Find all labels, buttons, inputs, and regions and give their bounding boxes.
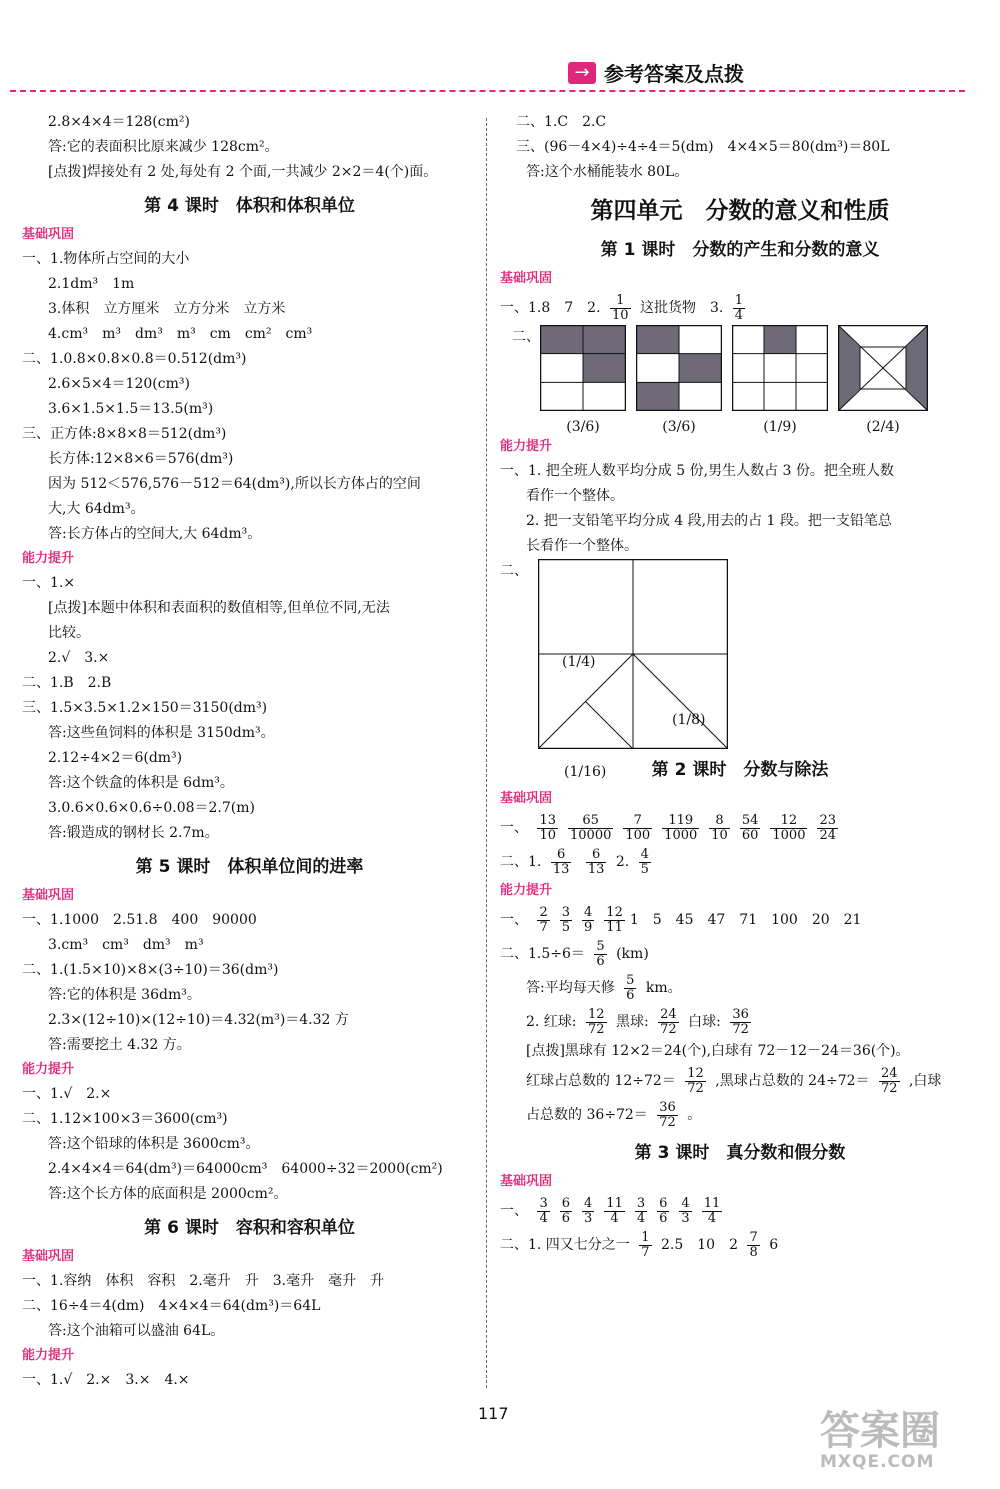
fraction-label: (1/9): [763, 419, 797, 435]
denominator: 10: [611, 307, 629, 323]
fraction: [740, 814, 761, 843]
fraction-label: (3/6): [662, 419, 696, 435]
fraction-line: [500, 1098, 980, 1132]
header-divider: [10, 90, 965, 92]
fraction-label: (3/6): [566, 419, 600, 435]
fraction-line: [500, 1228, 980, 1262]
label-text: 3/6: [667, 419, 691, 435]
denominator: 10: [711, 827, 728, 843]
text-line: 2. 把一支铅笔平均分成 4 段,用去的占 1 段。把一支铅笔总: [526, 513, 892, 529]
numerator: 7: [749, 1229, 758, 1245]
numerator: 11: [606, 1195, 623, 1211]
denominator: 4: [539, 1210, 548, 1226]
text-line: 2.8×4×4＝128(cm²): [48, 114, 190, 130]
text-span: 。: [687, 1107, 702, 1123]
text-line: 答:这个油箱可以盛油 64L。: [48, 1323, 225, 1339]
section-tag: 基础巩固: [22, 1249, 75, 1264]
numerator: 4: [640, 846, 649, 862]
denominator: 6: [596, 953, 605, 969]
text-line: 答:需要挖土 4.32 方。: [48, 1037, 191, 1053]
numerator: 3: [636, 1195, 646, 1211]
text-span: 6: [769, 1237, 779, 1253]
fraction: [560, 1197, 572, 1226]
label-text: 1/4: [567, 654, 590, 670]
numerator: 3: [561, 904, 571, 920]
denominator: 1000: [664, 827, 698, 843]
text-span: km。: [645, 980, 682, 996]
numerator: 36: [732, 1006, 749, 1022]
denominator: 72: [732, 1021, 749, 1037]
fraction: [733, 294, 745, 323]
fraction: [730, 1008, 751, 1037]
fraction-label: (1/8): [672, 712, 706, 728]
text-line: 3.0.6×0.6×0.6÷0.08＝2.7(m): [48, 800, 255, 816]
fraction: [582, 906, 594, 935]
numerator: 13: [539, 812, 556, 828]
unit-title: 第四单元 分数的意义和性质: [590, 198, 890, 224]
numerator: 24: [880, 1065, 898, 1081]
fraction-line: [500, 903, 980, 937]
numerator: 36: [659, 1099, 676, 1115]
grid-2x3-svg: [540, 325, 626, 411]
denominator: 100: [625, 827, 651, 843]
fraction: [635, 1197, 647, 1226]
lesson-title: 第 1 课时 分数的产生和分数的意义: [600, 240, 880, 260]
text-span: 二、: [512, 329, 540, 345]
numerator: 12: [687, 1065, 704, 1081]
text-line: 3.体积 立方厘米 立方分米 立方米: [48, 301, 286, 317]
text-line: 三、正方体:8×8×8＝512(dm³): [22, 426, 227, 442]
fraction: [770, 814, 807, 843]
fraction-line: [500, 1194, 980, 1228]
text-line: 比较。: [48, 625, 90, 641]
fraction: [537, 1197, 549, 1226]
grid-figure: [838, 325, 928, 435]
label-text: 1/8: [677, 712, 700, 728]
text-line: 二、1.C 2.C: [516, 114, 607, 130]
numerator: 6: [659, 1195, 668, 1211]
text-line: 看作一个整体。: [526, 488, 624, 504]
trapezoid-square-svg: [838, 325, 928, 411]
denominator: 6: [626, 987, 635, 1003]
text-span: 2.5 10 2: [661, 1237, 738, 1253]
text-span: 二、: [500, 563, 528, 579]
text-line: 一、1.容纳 体积 容积 2.毫升 升 3.毫升 毫升 升: [22, 1273, 385, 1289]
text-line: 一、1.√ 2.× 3.× 4.×: [22, 1372, 190, 1388]
label-text: 1/9: [768, 419, 792, 435]
text-line: 大,大 64dm³。: [48, 501, 145, 517]
text-line: 二、1.0.8×0.8×0.8＝0.512(dm³): [22, 351, 247, 367]
denominator: 4: [734, 307, 744, 323]
text-span: 一、1.8 7 2.: [500, 300, 601, 316]
text-line: 答:这个铅球的体积是 3600cm³。: [48, 1136, 260, 1152]
fraction: [623, 814, 652, 843]
fraction: [747, 1231, 759, 1260]
denominator: 4: [707, 1210, 717, 1226]
numerator: 2: [539, 904, 548, 920]
numerator: 6: [586, 848, 607, 863]
fraction: [658, 1008, 679, 1037]
numerator: 119: [662, 814, 699, 829]
fraction: [604, 906, 625, 935]
denominator: 13: [552, 861, 570, 877]
numerator: 7: [623, 814, 652, 829]
fraction: [639, 848, 651, 877]
numerator: 12: [587, 1006, 605, 1022]
fraction-line: [500, 811, 980, 845]
left-column: [22, 110, 477, 1393]
lesson-title: 第 3 课时 真分数和假分数: [634, 1143, 846, 1163]
text-line: 三、(96－4×4)÷4÷4＝5(dm) 4×4×5＝80(dm³)＝80L: [516, 139, 890, 155]
denominator: 6: [659, 1210, 668, 1226]
fraction: [537, 814, 558, 843]
text-line: 答:锻造成的钢材长 2.7m。: [48, 825, 219, 841]
text-line: 一、1.√ 2.×: [22, 1086, 112, 1102]
numerator: 1: [610, 294, 631, 309]
fraction: [537, 906, 549, 935]
watermark-site: MXQE.COM: [820, 1452, 935, 1472]
fraction-line: [500, 1005, 980, 1039]
fraction-line: [500, 971, 980, 1005]
page-header: [568, 58, 744, 87]
text-span: 1 5 45 47 71 100 20 21: [629, 912, 862, 928]
header-title: 参考答案及点拨: [604, 62, 744, 86]
denominator: 72: [587, 1021, 605, 1037]
fraction: [568, 814, 613, 843]
fraction: [586, 848, 607, 877]
denominator: 6: [561, 1210, 571, 1226]
numerator: 1: [641, 1229, 650, 1245]
tip-line: [点拨]本题中体积和表面积的数值相等,但单位不同,无法: [48, 600, 390, 616]
grid-figure: [732, 325, 828, 435]
section-tag: 基础巩固: [500, 791, 553, 806]
text-line: 二、16÷4＝4(dm) 4×4×4＝64(dm³)＝64L: [22, 1298, 321, 1314]
numerator: 3: [539, 1195, 548, 1211]
fraction-line: [500, 291, 980, 325]
text-span: 一、: [500, 1203, 528, 1219]
fraction: [594, 940, 606, 969]
numerator: 6: [561, 1195, 571, 1211]
text-line: 4.cm³ m³ dm³ m³ cm cm² cm³: [48, 326, 313, 342]
fraction: [639, 1231, 651, 1260]
fraction-label: (2/4): [866, 419, 900, 435]
fraction: [657, 1101, 678, 1130]
fraction: [582, 1197, 594, 1226]
denominator: 24: [819, 827, 837, 843]
text-line: 答:它的体积是 36dm³。: [48, 987, 201, 1003]
denominator: 72: [687, 1080, 704, 1096]
numerator: 11: [703, 1195, 721, 1211]
text-span: 二、1.: [500, 854, 542, 870]
text-line: 答:这些鱼饲料的体积是 3150dm³。: [48, 725, 275, 741]
text-span: 二、1.5÷6＝: [500, 946, 585, 962]
grid-3x3-svg: [732, 325, 828, 411]
text-span: ,黑球占总数的 24÷72＝: [715, 1073, 870, 1089]
text-line: 2.3×(12÷10)×(12÷10)＝4.32(m³)＝4.32 方: [48, 1012, 349, 1028]
numerator: 12: [606, 904, 623, 920]
text-line: 长看作一个整体。: [526, 538, 638, 554]
text-span: 2. 红球:: [526, 1014, 577, 1030]
fraction: [702, 1197, 723, 1226]
numerator: 5: [596, 938, 605, 954]
text-line: 因为 512＜576,576－512＝64(dm³),所以长方体占的空间: [48, 476, 421, 492]
denominator: 11: [606, 919, 623, 935]
fraction-label: (1/16): [564, 764, 607, 780]
section-tag: 能力提升: [500, 883, 553, 898]
denominator: 5: [561, 919, 571, 935]
denominator: 4: [636, 1210, 646, 1226]
text-span: 一、: [500, 820, 528, 836]
numerator: 5: [626, 972, 635, 988]
text-line: 3.cm³ cm³ dm³ m³: [48, 937, 204, 953]
lesson-title: 第 5 课时 体积单位间的进率: [135, 857, 364, 877]
numerator: 6: [551, 848, 572, 863]
section-tag: 能力提升: [22, 1348, 75, 1363]
text-line: 2.12÷4×2＝6(dm³): [48, 750, 183, 766]
denominator: 5: [640, 861, 649, 877]
denominator: 1000: [772, 827, 806, 843]
fraction: [709, 814, 730, 843]
text-span: 答:平均每天修: [526, 980, 615, 996]
text-span: (km): [616, 946, 649, 962]
numerator: 54: [741, 812, 759, 828]
text-line: 长方体:12×8×6＝576(dm³): [48, 451, 234, 467]
watermark-logo: 答案圈: [820, 1408, 940, 1454]
text-line: 二、1.12×100×3＝3600(cm³): [22, 1111, 228, 1127]
lesson-title: 第 4 课时 体积和体积单位: [144, 196, 355, 216]
tip-line: [点拨]焊接处有 2 处,每处有 2 个面,一共减少 2×2＝4(个)面。: [48, 164, 438, 180]
fraction: [662, 814, 699, 843]
grid-2x3-svg: [636, 325, 722, 411]
label-text: 2/4: [871, 419, 895, 435]
text-span: 黑球:: [615, 1014, 649, 1030]
grid-figure: [636, 325, 722, 435]
text-line: 一、1.物体所占空间的大小: [22, 251, 190, 267]
text-line: 答:这个长方体的底面积是 2000cm²。: [48, 1186, 288, 1202]
watermark: [820, 1410, 980, 1480]
section-tag: 能力提升: [22, 551, 75, 566]
text-line: 3.6×1.5×1.5＝13.5(m³): [48, 401, 214, 417]
column-divider: [486, 118, 487, 1388]
fraction: [679, 1197, 691, 1226]
shading-grids: [500, 325, 980, 435]
denominator: 7: [641, 1244, 650, 1260]
denominator: 72: [660, 1021, 677, 1037]
page-number: 117: [478, 1404, 509, 1423]
text-line: 一、1. 把全班人数平均分成 5 份,男生人数占 3 份。把全班人数: [500, 463, 894, 479]
text-span: 二、1. 四又七分之一: [500, 1237, 630, 1253]
text-span: 白球:: [688, 1014, 721, 1030]
denominator: 13: [587, 861, 605, 877]
text-line: 2.1dm³ 1m: [48, 276, 135, 292]
text-span: 一、: [500, 912, 528, 928]
denominator: 10: [539, 827, 556, 843]
fraction: [657, 1197, 669, 1226]
right-column: [500, 110, 980, 1262]
text-line: 答:长方体占的空间大,大 64dm³。: [48, 526, 262, 542]
text-line: 答:这个铁盒的体积是 6dm³。: [48, 775, 234, 791]
numerator: 12: [770, 814, 807, 829]
denominator: 10000: [570, 827, 612, 843]
fraction: [551, 848, 572, 877]
text-line: 一、1.1000 2.51.8 400 90000: [22, 912, 257, 928]
denominator: 7: [539, 919, 548, 935]
numerator: 23: [819, 812, 837, 828]
fraction: [560, 906, 572, 935]
fraction: [624, 974, 636, 1003]
fraction-line: [500, 937, 980, 971]
text-line: 2.6×5×4＝120(cm³): [48, 376, 190, 392]
numerator: 65: [568, 814, 613, 829]
fraction: [685, 1067, 706, 1096]
fraction: [604, 1197, 625, 1226]
lesson-title: 第 2 课时 分数与除法: [651, 760, 829, 780]
text-span: 2.: [615, 854, 630, 870]
fraction: [879, 1067, 900, 1096]
label-text: 3/6: [571, 419, 595, 435]
text-line: 二、1.B 2.B: [22, 675, 112, 691]
section-tag: 基础巩固: [500, 271, 553, 286]
denominator: 3: [584, 1210, 593, 1226]
denominator: 8: [749, 1244, 758, 1260]
text-line: 答:这个水桶能装水 80L。: [526, 164, 689, 180]
tip-line: [点拨]黑球有 12×2＝24(个),白球有 72－12－24＝36(个)。: [526, 1043, 910, 1059]
section-tag: 基础巩固: [500, 1174, 553, 1189]
numerator: 1: [734, 292, 744, 308]
denominator: 72: [880, 1080, 898, 1096]
fraction-line: [500, 845, 980, 879]
denominator: 3: [681, 1210, 690, 1226]
fraction-line: [500, 1064, 980, 1098]
text-span: 占总数的 36÷72＝: [526, 1107, 648, 1123]
arrow-icon: →: [568, 62, 596, 84]
grid-figure: [540, 325, 626, 435]
section-tag: 基础巩固: [22, 888, 75, 903]
numerator: 4: [584, 1195, 593, 1211]
text-line: 答:它的表面积比原来减少 128cm²。: [48, 139, 279, 155]
text-span: 这批货物 3.: [639, 300, 724, 316]
numerator: 8: [709, 814, 730, 829]
section-tag: 基础巩固: [22, 227, 75, 242]
denominator: 60: [741, 827, 759, 843]
text-line: 二、1.(1.5×10)×8×(3÷10)＝36(dm³): [22, 962, 279, 978]
fraction: [817, 814, 838, 843]
text-line: 三、1.5×3.5×1.2×150＝3150(dm³): [22, 700, 268, 716]
denominator: 9: [584, 919, 593, 935]
section-tag: 能力提升: [500, 439, 553, 454]
text-line: 一、1.×: [22, 575, 76, 591]
label-text: 1/16: [569, 764, 601, 780]
text-line: 2.4×4×4＝64(dm³)＝64000cm³ 64000÷32＝2000(cm²): [48, 1161, 443, 1177]
text-span: ,白球: [908, 1073, 942, 1089]
denominator: 72: [659, 1114, 676, 1130]
text-span: 红球占总数的 12÷72＝: [526, 1073, 676, 1089]
fraction: [610, 294, 631, 323]
fraction-label: (1/4): [562, 654, 596, 670]
numerator: 4: [681, 1195, 690, 1211]
numerator: 4: [584, 904, 593, 920]
text-line: 2.√ 3.×: [48, 650, 110, 666]
lesson-title: 第 6 课时 容积和容积单位: [144, 1218, 355, 1238]
fraction: [586, 1008, 607, 1037]
numerator: 24: [660, 1006, 677, 1022]
section-tag: 能力提升: [22, 1062, 75, 1077]
denominator: 4: [610, 1210, 619, 1226]
